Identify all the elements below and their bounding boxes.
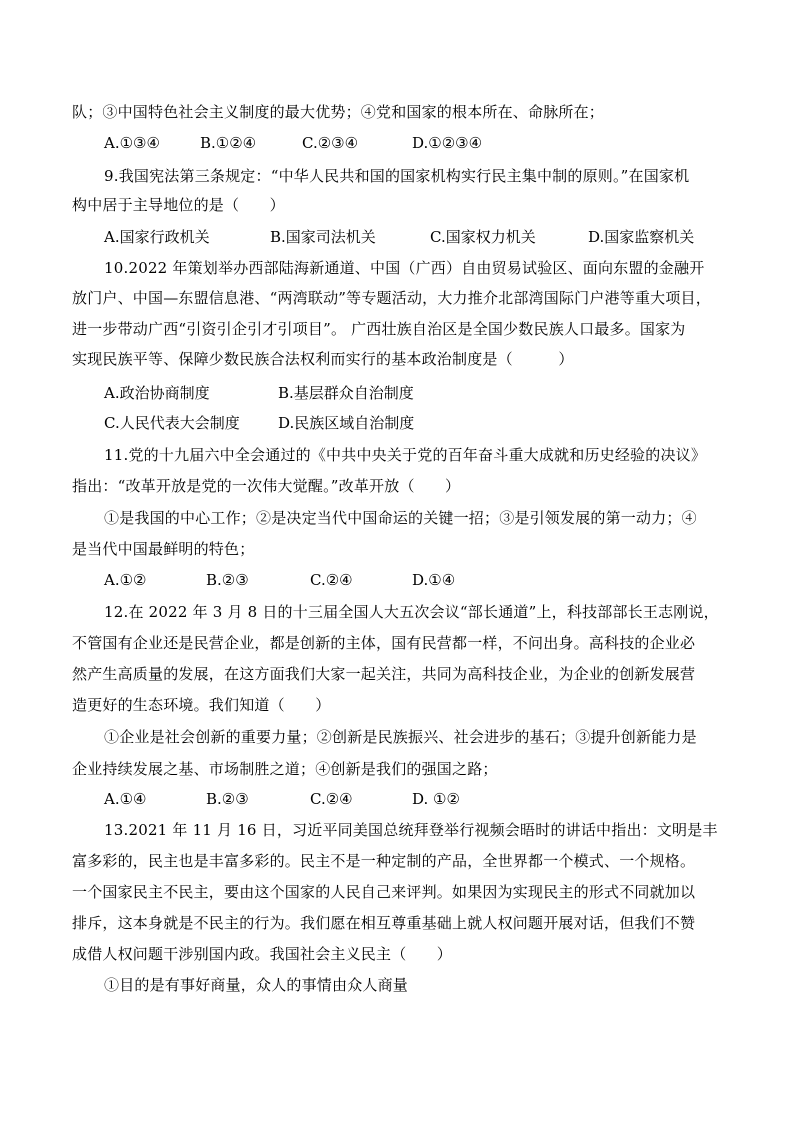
q8-continuation: 队；③中国特色社会主义制度的最大优势；④党和国家的根本所在、命脉所在； bbox=[72, 103, 605, 121]
q8-option-d: D.①②③④ bbox=[412, 134, 483, 152]
q9-option-a: A.国家行政机关 bbox=[104, 228, 210, 246]
q11-statement-2: 是当代中国最鲜明的特色； bbox=[72, 540, 255, 558]
q12-option-a: A.①④ bbox=[104, 790, 147, 808]
q12-line-1: 12.在 2022 年 3 月 8 日的十三届全国人大五次会议“部长通道”上，科技部部长王志刚说， bbox=[104, 603, 719, 621]
q11-option-b: B.②③ bbox=[206, 571, 249, 589]
q9-option-d: D.国家监察机关 bbox=[588, 228, 695, 246]
q13-statement-1: ①目的是有事好商量，众人的事情由众人商量 bbox=[104, 976, 409, 994]
q12-statement-2: 企业持续发展之基、市场制胜之道；④创新是我们的强国之路； bbox=[72, 760, 498, 778]
q12-option-c: C.②④ bbox=[310, 790, 353, 808]
q8-option-a: A.①③④ bbox=[104, 134, 160, 152]
q10-option-b: B.基层群众自治制度 bbox=[278, 384, 414, 402]
q10-line-2: 放门户、中国—东盟信息港、“两湾联动”等专题活动，大力推介北部湾国际门户港等重大项目， bbox=[72, 289, 711, 307]
q9-line-1: 9.我国宪法第三条规定：“中华人民共和国的国家机构实行民主集中制的原则。”在国家机 bbox=[104, 167, 690, 185]
q10-option-a: A.政治协商制度 bbox=[104, 384, 210, 402]
q8-option-b: B.①②④ bbox=[200, 134, 257, 152]
q9-line-2: 构中居于主导地位的是（ ） bbox=[72, 196, 285, 214]
q13-line-5: 成借人权问题干涉别国内政。我国社会主义民主（ ） bbox=[72, 945, 453, 963]
q11-statement-1: ①是我国的中心工作；②是决定当代中国命运的关键一招；③是引领发展的第一动力；④ bbox=[104, 509, 697, 527]
q11-option-d: D.①④ bbox=[412, 571, 456, 589]
q12-option-b: B.②③ bbox=[206, 790, 249, 808]
q8-option-c: C.②③④ bbox=[302, 134, 359, 152]
q11-line-1: 11.党的十九届六中全会通过的《中共中央关于党的百年奋斗重大成就和历史经验的决议》 bbox=[104, 446, 707, 464]
q13-line-3: 一个国家民主不民主，要由这个国家的人民自己来评判。如果因为实现民主的形式不同就加以 bbox=[72, 883, 696, 901]
q10-line-3: 进一步带动广西“引资引企引才引项目”。 广西壮族自治区是全国少数民族人口最多。国家为 bbox=[72, 320, 686, 338]
q10-line-4: 实现民族平等、保障少数民族合法权利而实行的基本政治制度是（ ） bbox=[72, 350, 574, 368]
q11-line-2: 指出：“改革开放是党的一次伟大觉醒。”改革开放（ ） bbox=[72, 477, 461, 495]
q13-line-4: 排斥，这本身就是不民主的行为。我们愿在相互尊重基础上就人权问题开展对话，但我们不赞 bbox=[72, 914, 696, 932]
q13-line-2: 富多彩的，民主也是丰富多彩的。民主不是一种定制的产品，全世界都一个模式、一个规格。 bbox=[72, 852, 696, 870]
q10-option-d: D.民族区域自治制度 bbox=[278, 414, 415, 432]
q10-line-1: 10.2022 年策划举办西部陆海新通道、中国（广西）自由贸易试验区、面向东盟的金融开 bbox=[104, 259, 705, 277]
q12-line-4: 造更好的生态环境。我们知道（ ） bbox=[72, 696, 331, 714]
q12-statement-1: ①企业是社会创新的重要力量；②创新是民族振兴、社会进步的基石；③提升创新能力是 bbox=[104, 728, 697, 746]
q9-option-c: C.国家权力机关 bbox=[430, 228, 536, 246]
q11-option-a: A.①② bbox=[104, 571, 147, 589]
q12-line-2: 不管国有企业还是民营企业，都是创新的主体，国有民营都一样，不问出身。高科技的企业必 bbox=[72, 634, 696, 652]
q13-line-1: 13.2021 年 11 月 16 日，习近平同美国总统拜登举行视频会晤时的讲话中指出：文明是丰 bbox=[104, 821, 718, 839]
q12-option-d: D. ①② bbox=[412, 790, 460, 808]
q12-line-3: 然产生高质量的发展，在这方面我们大家一起关注，共同为高科技企业，为企业的创新发展营 bbox=[72, 665, 696, 683]
q10-option-c: C.人民代表大会制度 bbox=[104, 414, 240, 432]
q11-option-c: C.②④ bbox=[310, 571, 353, 589]
q9-option-b: B.国家司法机关 bbox=[270, 228, 376, 246]
